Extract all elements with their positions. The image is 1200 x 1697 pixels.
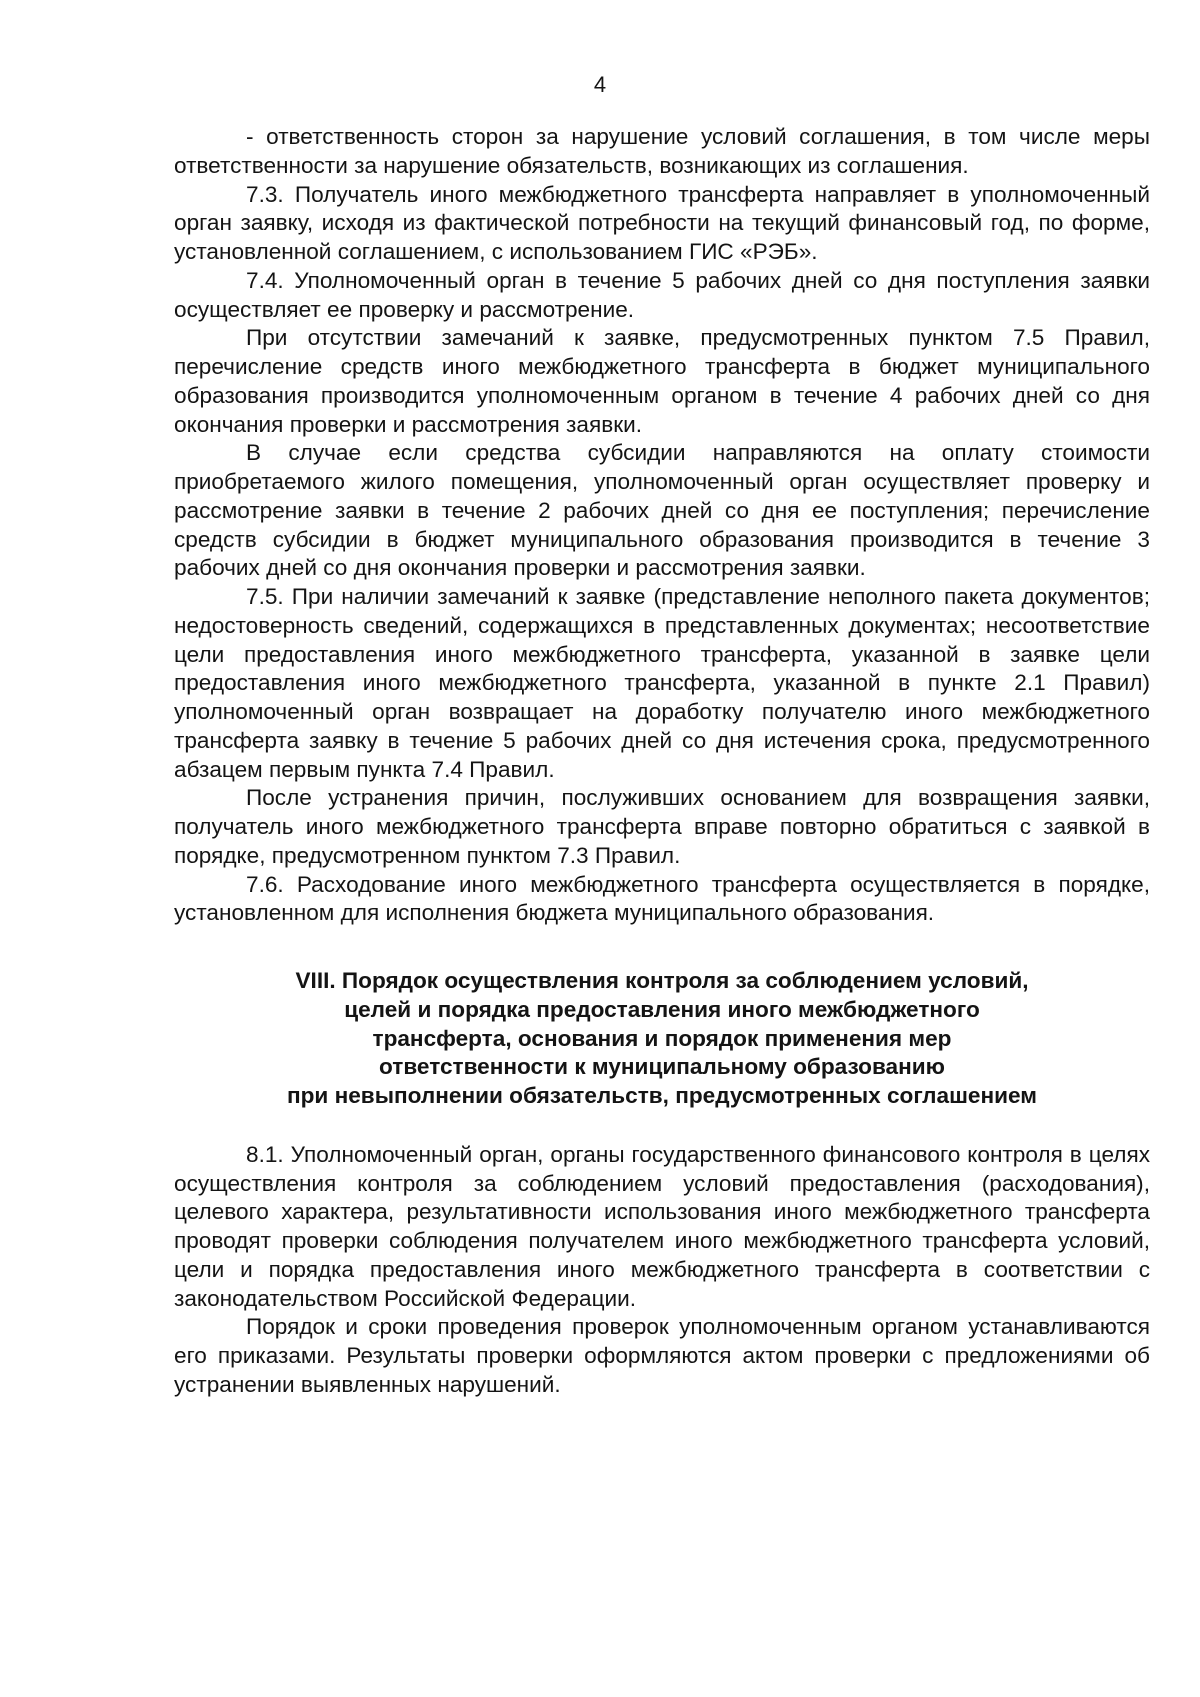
paragraph-7-3: 7.3. Получатель иного межбюджетного трансферта направляет в уполномоченный орган заявку, исходя из фактической потребности на текущий финансовый год, по форме, установленной соглашением, с использованием ГИС «РЭБ». [174,181,1150,264]
section-8-text [174,1141,1150,1400]
heading-line: целей и порядка предоставления иного межбюджетного [344,996,980,1022]
paragraph-7-4-housing: В случае если средства субсидии направляются на оплату стоимости приобретаемого жилого помещения, уполномоченный орган осуществляет проверку и рассмотрение заявки в течение 2 рабочих дней со дня ее поступления; перечисление средств субсидии в бюджет муниципального образования производится в течение 3 рабочих дней со дня окончания проверки и рассмотрения заявки. [174,440,1150,581]
section-7-text [174,123,1150,928]
paragraph-7-4: 7.4. Уполномоченный орган в течение 5 рабочих дней со дня поступления заявки осуществляет ее проверку и рассмотрение. [174,267,1150,322]
heading-line: трансферта, основания и порядок применения мер [372,1025,952,1051]
paragraph-7-6: 7.6. Расходование иного межбюджетного трансферта осуществляется в порядке, установленном для исполнения бюджета муниципального образования. [174,871,1150,926]
heading-line: ответственности к муниципальному образованию [379,1054,945,1080]
paragraph-7-4-no-remarks: При отсутствии замечаний к заявке, предусмотренных пунктом 7.5 Правил, перечисление средств иного межбюджетного трансферта в бюджет муниципального образования производится уполномоченным органом в течение 4 рабочих дней со дня окончания проверки и рассмотрения заявки. [174,325,1150,437]
heading-line: VIII. Порядок осуществления контроля за соблюдением условий, [295,968,1029,993]
paragraph-7-5: 7.5. При наличии замечаний к заявке (представление неполного пакета документов; недостоверность сведений, содержащихся в представленных документах; несоответствие цели предоставления иного межбюджетного трансферта, указанной в заявке цели предоставления иного межбюджетного трансферта, указанной в пункте 2.1 Правил) уполномоченный орган возвращает на доработку получателю иного межбюджетного трансферта заявку в течение 5 рабочих дней со дня истечения срока, предусмотренного абзацем первым пункта 7.4 Правил. [174,584,1150,782]
page-number: 4 [593,72,607,97]
paragraph-8-1-procedure: Порядок и сроки проведения проверок уполномоченным органом устанавливаются его приказами. Результаты проверки оформляются актом проверки с предложениями об устранении выявленных нарушений. [174,1314,1150,1397]
paragraph-8-1: 8.1. Уполномоченный орган, органы государственного финансового контроля в целях осуществления контроля за соблюдением условий предоставления (расходования), целевого характера, результативности использования иного межбюджетного трансферта проводят проверки соблюдения получателем иного межбюджетного трансферта условий, цели и порядка предоставления иного межбюджетного трансферта в соответствии с законодательством Российской Федерации. [174,1141,1150,1311]
document-body [174,123,1150,1400]
paragraph-responsibility: - ответственность сторон за нарушение условий соглашения, в том числе меры ответственности за нарушение обязательств, возникающих из соглашения. [174,124,1150,178]
section-8-heading [174,967,1150,1111]
heading-line: при невыполнении обязательств, предусмотренных соглашением [286,1083,1038,1108]
paragraph-7-5-resubmission: После устранения причин, послуживших основанием для возвращения заявки, получатель иного межбюджетного трансферта вправе повторно обратиться с заявкой в порядке, предусмотренном пунктом 7.3 Правил. [174,785,1150,868]
